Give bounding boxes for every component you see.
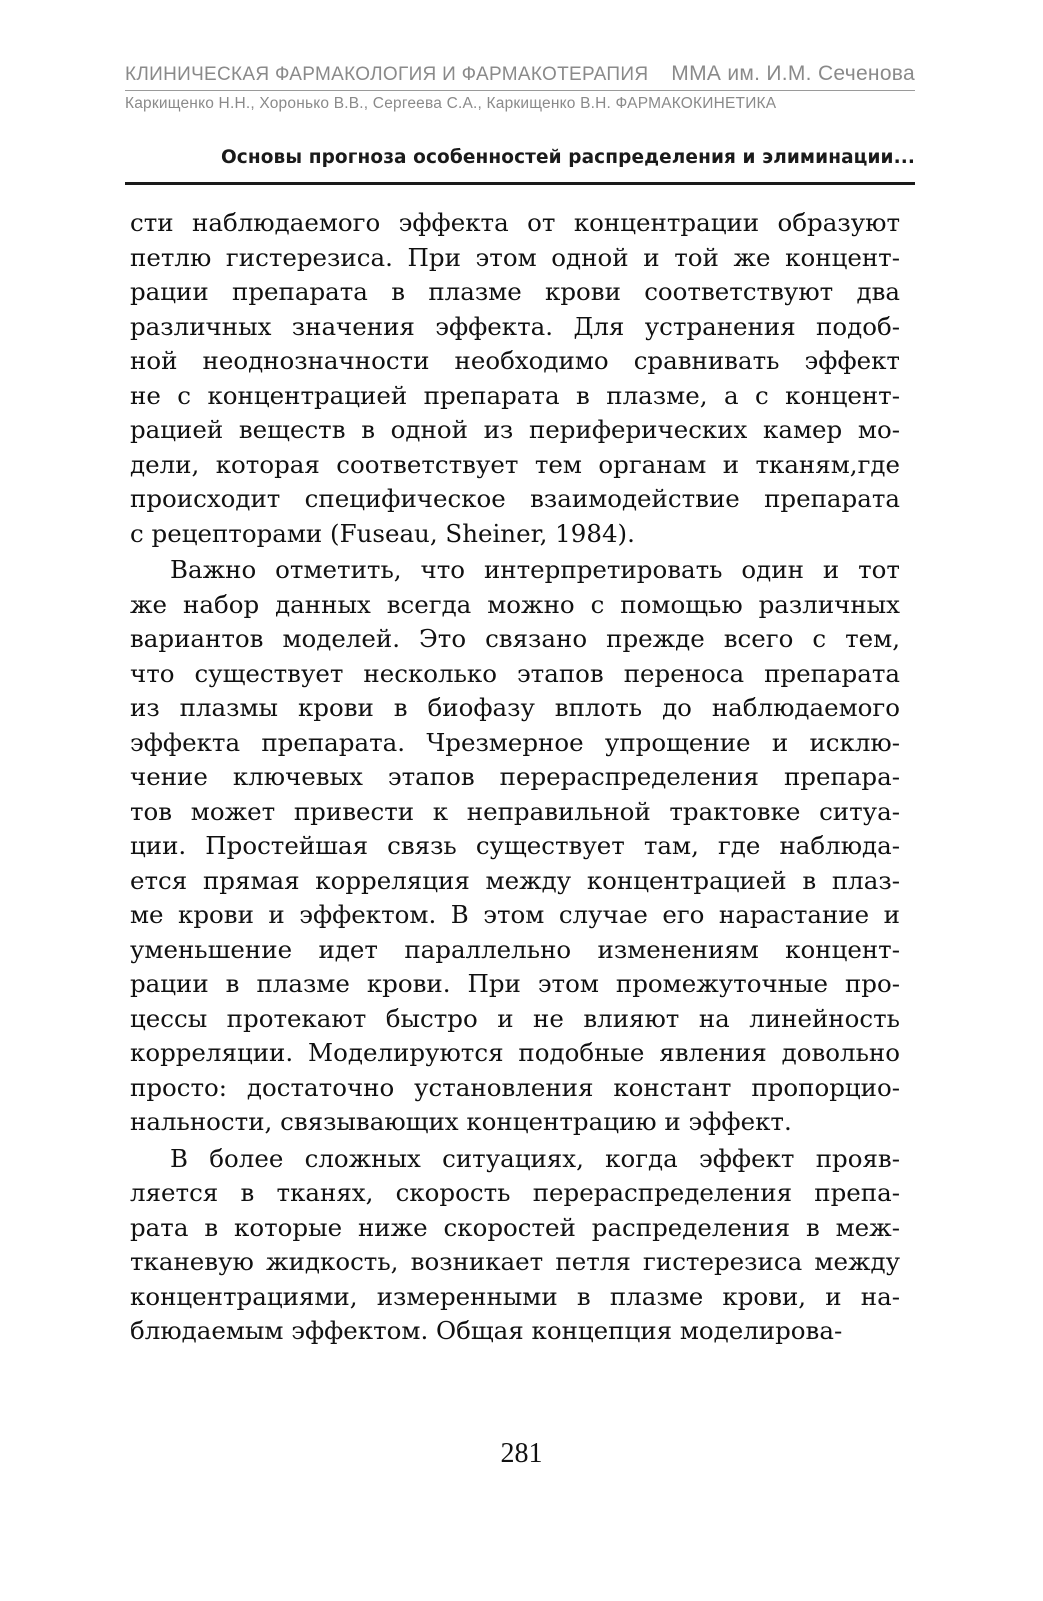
text-line: В более сложных ситуациях, когда эффект прояв- bbox=[170, 1143, 900, 1173]
paragraph bbox=[130, 206, 900, 551]
text-line: ляется в тканях, скорость перераспределения препа- bbox=[130, 1178, 900, 1207]
text-line: цессы протекают быстро и не влияют на линейность bbox=[130, 1003, 900, 1033]
paragraph bbox=[130, 1142, 900, 1349]
text-line: рацией веществ в одной из периферических камер мо- bbox=[130, 415, 900, 444]
text-line: тов может привести к неправильной трактовке ситуа- bbox=[130, 796, 900, 826]
book-title: КЛИНИЧЕСКАЯ ФАРМАКОЛОГИЯ И ФАРМАКОТЕРАПИЯ bbox=[125, 64, 649, 85]
text-line: концентрациями, измеренными в плазме крови, и на- bbox=[130, 1281, 900, 1311]
text-line: рации препарата в плазме крови соответствуют два bbox=[130, 277, 900, 306]
text-line: рата в которые ниже скоростей распределения в меж- bbox=[130, 1212, 900, 1242]
text-line: ется прямая корреляция между концентрацией в плаз- bbox=[130, 865, 900, 895]
text-line: же набор данных всегда можно с помощью различных bbox=[130, 589, 900, 619]
text-line: корреляции. Моделируются подобные явления довольно bbox=[130, 1038, 900, 1067]
text-line: дели, которая соответствует тем органам и тканям,где bbox=[130, 449, 900, 479]
text-line: вариантов моделей. Это связано прежде всего с тем, bbox=[130, 624, 900, 653]
text-line: уменьшение идет параллельно изменениям концент- bbox=[130, 934, 900, 964]
text-line: сти наблюдаемого эффекта от концентрации образуют bbox=[130, 208, 900, 237]
paragraph bbox=[130, 553, 900, 1140]
text-line: происходит специфическое взаимодействие препарата bbox=[130, 484, 900, 513]
authors-line: Каркищенко Н.Н., Хоронько В.В., Сергеева С.А., Каркищенко В.Н. ФАРМАКОКИНЕТИКА bbox=[125, 95, 777, 112]
text-line: рации в плазме крови. При этом промежуточные про- bbox=[130, 969, 900, 998]
text-line: различных значения эффекта. Для устранения подоб- bbox=[130, 311, 900, 341]
text-line: блюдаемым эффектом. Общая концепция моделирова- bbox=[130, 1316, 843, 1345]
text-line: чение ключевых этапов перераспределения препара- bbox=[130, 762, 900, 791]
page-number: 281 bbox=[500, 1438, 543, 1469]
text-line: из плазмы крови в биофазу вплоть до наблюдаемого bbox=[130, 693, 900, 722]
text-line: эффекта препарата. Чрезмерное упрощение и исклю- bbox=[130, 727, 900, 757]
text-line: петлю гистерезиса. При этом одной и той же концент- bbox=[130, 242, 900, 272]
text-line: ции. Простейшая связь существует там, где наблюда- bbox=[130, 831, 900, 860]
text-line: просто: достаточно установления констант пропорцио- bbox=[130, 1072, 900, 1102]
text-line: что существует несколько этапов переноса препарата bbox=[130, 658, 900, 688]
title-rule bbox=[125, 182, 915, 185]
text-line: ной неоднозначности необходимо сравнивать эффект bbox=[130, 346, 900, 375]
body-text bbox=[130, 206, 900, 1349]
text-line: не с концентрацией препарата в плазме, а с концент- bbox=[130, 380, 900, 410]
text-line: тканевую жидкость, возникает петля гистерезиса между bbox=[130, 1247, 900, 1276]
text-line: с рецепторами (Fuseau, Sheiner, 1984). bbox=[130, 518, 635, 548]
text-line: ме крови и эффектом. В этом случае его нарастание и bbox=[130, 900, 900, 929]
text-line: Важно отметить, что интерпретировать один и тот bbox=[170, 555, 900, 584]
institution-name: ММА им. И.М. Сеченова bbox=[671, 62, 915, 85]
text-line: нальности, связывающих концентрацию и эффект. bbox=[130, 1107, 792, 1136]
running-head bbox=[125, 62, 915, 91]
section-title: Основы прогноза особенностей распределения и элиминации... bbox=[220, 147, 915, 168]
